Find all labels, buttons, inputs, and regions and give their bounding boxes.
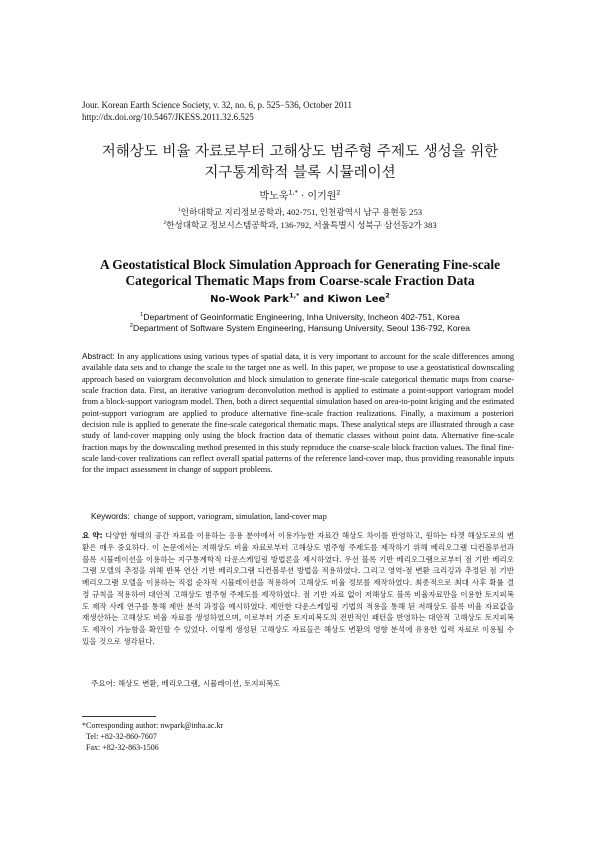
affiliation-kr-1-num: 1 — [177, 207, 181, 214]
keywords-text: change of support, variogram, simulation, land-cover map — [133, 512, 327, 521]
author-en-1: No-Wook Park — [210, 294, 290, 305]
author-en-1-sup: 1,* — [289, 291, 300, 300]
footnote — [82, 720, 223, 753]
title-english-line1: A Geostatistical Block Simulation Approach for Generating Fine-scale — [99, 257, 501, 272]
affiliation-kr-2 — [0, 219, 600, 232]
keywords-kr-label: 주요어: — [91, 679, 116, 688]
title-korean-line1: 저해상도 비율 자료로부터 고해상도 범주형 주제도 생성을 위한 — [101, 144, 499, 160]
abstract-korean — [82, 530, 514, 648]
journal-citation: Jour. Korean Earth Science Society, v. 32, no. 6, p. 525−536, October 2011 — [82, 100, 353, 110]
affiliations-english — [0, 312, 600, 334]
authors-korean — [0, 187, 600, 202]
affiliation-en-2-text: Department of Software System Engineering, Hansung University, Seoul 136-792, Korea — [133, 323, 471, 333]
abstract-text: In any applications using various types of spatial data, it is very important to account for the scale differences among available data sets and to change the scale to the target one as well. In this paper, we propose to use a geostatistical downscaling approach based on vaiorgram deconvolution and block simulation to generate fine-scale categorical thematic maps from coarse-scale fraction data. First, an iterative variogram deconvolution method is applied to estimate a point-support variogram model from a block-support variogram model. Then, both a direct sequential simulation based on area-to-point kriging and the estimated point-support variogram are applied to produce alternative fine-scale fraction realizations. Finally, a maximum a posteriori decision rule is applied to generate the fine-scale categorical thematic maps. These analytical steps are illustrated through a case study of land-cover mapping only using the block fraction data of thematic classes without point data. Alternative fine-scale fraction maps by the downscaling method presented in this study reproduce the coarse-scale block fraction values. The final fine-scale land-cover realizations can reflect overall spatial patterns of the reference land-cover map, thus providing reasonable inputs for the impact assessment in change of support problems. — [82, 352, 514, 475]
affiliation-kr-1 — [0, 206, 600, 219]
abstract-kr-label: 요 약: — [82, 531, 103, 540]
affiliation-en-1 — [0, 312, 600, 323]
authors-english — [0, 291, 600, 305]
affiliation-kr-2-num: 2 — [163, 220, 167, 227]
journal-header — [82, 99, 352, 123]
title-korean — [60, 142, 540, 184]
footnote-divider — [82, 716, 156, 717]
abstract-english — [82, 351, 514, 476]
affiliation-en-2 — [0, 323, 600, 334]
author-kr-separator: · — [297, 191, 308, 202]
affiliation-en-1-num: 1 — [140, 312, 144, 319]
corresponding-fax: Fax: +82-32-863-1506 — [86, 743, 159, 752]
affiliation-en-1-text: Department of Geoinformatic Engineering, Inha University, Incheon 402-751, Korea — [143, 312, 460, 322]
author-en-2-sup: 2 — [385, 291, 390, 300]
abstract-label: Abstract: — [82, 351, 115, 361]
author-kr-1: 박노욱 — [259, 191, 289, 202]
affiliation-en-2-num: 2 — [129, 323, 133, 330]
keywords-english — [91, 511, 511, 521]
author-kr-2-sup: 2 — [336, 188, 341, 197]
author-kr-2: 이기원 — [307, 191, 337, 202]
keywords-label: Keywords: — [91, 511, 130, 521]
corresponding-tel: Tel: +82-32-860-7607 — [86, 732, 157, 741]
title-english-line2: Categorical Thematic Maps from Coarse-scale Fraction Data — [125, 273, 475, 288]
author-en-and: and — [299, 294, 328, 305]
affiliation-kr-1-text: 인하대학교 지리정보공학과, 402-751, 인천광역시 남구 용현동 253 — [180, 207, 423, 217]
abstract-kr-text: 다양한 형태의 공간 자료를 이용하는 응용 분야에서 이용가능한 자료간 해상도 차이를 반영하고, 원하는 타겟 해상도로의 변환은 매우 중요하다. 이 논문에서는 저해상도 비율 자료로부터 고해상도 범주형 주제도를 제작하기 위해 베리오그램 디컨볼루션과 블록 시뮬레이션을 이용하는 지구통계학적 다운스케일링 방법론을 제시하였다. 우선 블록 기반 베리오그램으로부터 점 기반 베리오그램 모델의 추정을 위해 반복 연산 기반 베리오그램 디컨볼루션 방법을 적용하였다. 그리고 영역-점 변환 크리깅과 추정된 점 기반 베리오그램 모델을 이용하는 직접 순차적 시뮬레이션을 적용하여 고해상도 비율 정보를 제작하였다. 최종적으로 최대 사후 확률 결정 규칙을 적용하여 대안적 고해상도 범주형 주제도를 제작하였다. 점 기반 자료 없이 저해상도 블록 비율자료만을 이용한 토지피복도 제작 사례 연구를 통해 제안 분석 과정을 예시하였다. 제안한 다운스케일링 기법의 적용을 통해 된 저해상도 블록 비율 자료값을 재생산하는 고해상도 비율 자료를 생성하였으며, 이로부터 기준 토지피복도의 전반적인 패턴을 반영하는 대안적 고해상도 토지피복도 제작이 가능함을 확인할 수 있었다. 이렇게 생성된 고해상도 자료들은 해상도 변환의 영향 분석에 유용한 입력 자료로 이용될 수 있을 것으로 생각된다. — [82, 531, 514, 646]
author-kr-1-sup: 1,* — [288, 188, 298, 197]
author-en-2: Kiwon Lee — [327, 294, 386, 305]
corresponding-email: *Corresponding author: nwpark@inha.ac.kr — [82, 721, 224, 730]
title-korean-line2: 지구통계학적 블록 시뮬레이션 — [204, 165, 396, 181]
affiliation-kr-2-text: 한성대학교 정보시스템공학과, 136-792, 서울특별시 성북구 삼선동2가 383 — [166, 220, 437, 230]
affiliations-korean — [0, 206, 600, 232]
keywords-korean — [91, 678, 511, 689]
keywords-kr-text: 해상도 변환, 베리오그램, 시뮬레이션, 토지피복도 — [117, 679, 281, 688]
title-english — [60, 257, 540, 289]
journal-doi[interactable]: http://dx.doi.org/10.5467/JKESS.2011.32.6.525 — [82, 112, 254, 122]
